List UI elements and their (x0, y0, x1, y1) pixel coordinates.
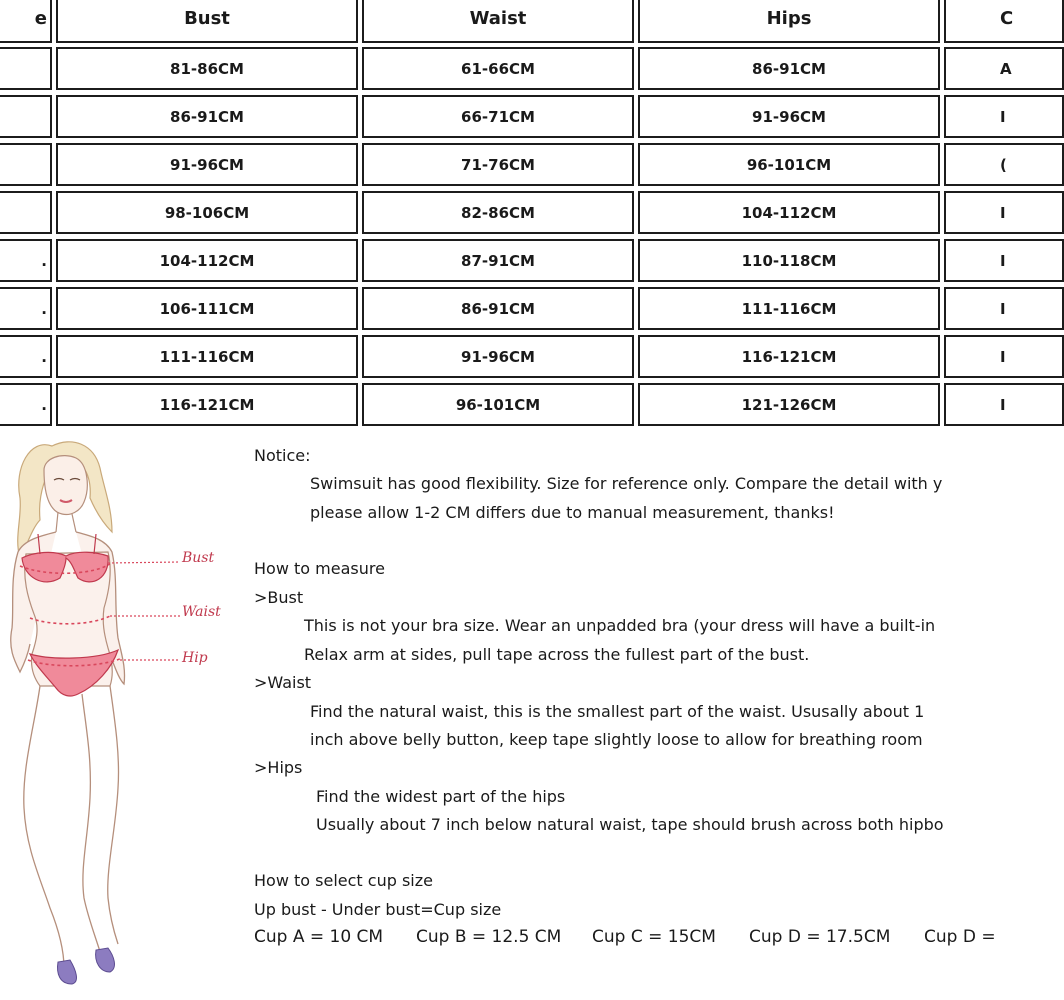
cell-hips: 116-121CM (638, 335, 940, 378)
cell-cup: I (944, 335, 1064, 378)
bust-instruction-1: This is not your bra size. Wear an unpadded bra (your dress will have a built-in (304, 616, 936, 635)
cell-waist: 87-91CM (362, 239, 634, 282)
cell-size (0, 143, 52, 186)
header-waist: Waist (362, 0, 634, 43)
cell-size: . (0, 239, 52, 282)
cell-bust: 86-91CM (56, 95, 358, 138)
fashion-figure-illustration (0, 428, 240, 988)
cell-hips: 111-116CM (638, 287, 940, 330)
cell-size: . (0, 287, 52, 330)
hips-instruction-1: Find the widest part of the hips (316, 787, 566, 806)
bust-measure-label: Bust (182, 550, 215, 566)
cell-cup: ( (944, 143, 1064, 186)
cup-size-b: Cup B = 12.5 CM (416, 927, 562, 947)
hips-heading: >Hips (254, 758, 303, 777)
cell-bust: 106-111CM (56, 287, 358, 330)
cell-cup: I (944, 191, 1064, 234)
cell-cup: A (944, 47, 1064, 90)
cell-hips: 121-126CM (638, 383, 940, 426)
header-hips: Hips (638, 0, 940, 43)
cell-waist: 91-96CM (362, 335, 634, 378)
cup-size-d-extra: Cup D = (924, 927, 996, 947)
measuring-notice (254, 444, 1000, 964)
cup-size-d: Cup D = 17.5CM (749, 927, 891, 947)
cup-size-a: Cup A = 10 CM (254, 927, 384, 947)
cell-size: . (0, 335, 52, 378)
cell-cup: I (944, 383, 1064, 426)
measurement-figure (0, 428, 240, 988)
cell-bust: 98-106CM (56, 191, 358, 234)
waist-instruction-2: inch above belly button, keep tape slightly loose to allow for breathing room (310, 730, 923, 749)
cell-waist: 71-76CM (362, 143, 634, 186)
cell-hips: 110-118CM (638, 239, 940, 282)
waist-heading: >Waist (254, 673, 312, 692)
cell-waist: 82-86CM (362, 191, 634, 234)
size-chart-table (0, 0, 1014, 430)
cell-cup: I (944, 95, 1064, 138)
cell-hips: 86-91CM (638, 47, 940, 90)
cell-hips: 91-96CM (638, 95, 940, 138)
how-to-measure-heading: How to measure (254, 559, 385, 578)
hips-instruction-2: Usually about 7 inch below natural waist, tape should brush across both hipbo (316, 815, 944, 834)
cell-cup: I (944, 239, 1064, 282)
header-bust: Bust (56, 0, 358, 43)
notice-line-2: please allow 1-2 CM differs due to manual measurement, thanks! (310, 503, 835, 522)
cell-bust: 104-112CM (56, 239, 358, 282)
bust-instruction-2: Relax arm at sides, pull tape across the fullest part of the bust. (304, 645, 810, 664)
header-size: e (0, 0, 52, 43)
notice-line-1: Swimsuit has good flexibility. Size for reference only. Compare the detail with y (310, 474, 943, 493)
cell-bust: 81-86CM (56, 47, 358, 90)
header-cup: C (944, 0, 1064, 43)
cell-bust: 91-96CM (56, 143, 358, 186)
cup-size-heading: How to select cup size (254, 871, 433, 890)
cell-bust: 111-116CM (56, 335, 358, 378)
cell-size (0, 47, 52, 90)
cell-bust: 116-121CM (56, 383, 358, 426)
bust-heading: >Bust (254, 588, 304, 607)
waist-instruction-1: Find the natural waist, this is the smallest part of the waist. Ususally about 1 (310, 702, 925, 721)
cell-hips: 104-112CM (638, 191, 940, 234)
cup-size-c: Cup C = 15CM (592, 927, 716, 947)
cell-cup: I (944, 287, 1064, 330)
cup-size-formula: Up bust - Under bust=Cup size (254, 900, 502, 919)
cell-size (0, 95, 52, 138)
cell-waist: 86-91CM (362, 287, 634, 330)
cell-size (0, 191, 52, 234)
cell-hips: 96-101CM (638, 143, 940, 186)
notice-title: Notice: (254, 446, 311, 465)
waist-measure-label: Waist (182, 604, 221, 620)
cell-waist: 96-101CM (362, 383, 634, 426)
cell-waist: 61-66CM (362, 47, 634, 90)
cell-size: . (0, 383, 52, 426)
cell-waist: 66-71CM (362, 95, 634, 138)
hip-measure-label: Hip (182, 650, 208, 666)
